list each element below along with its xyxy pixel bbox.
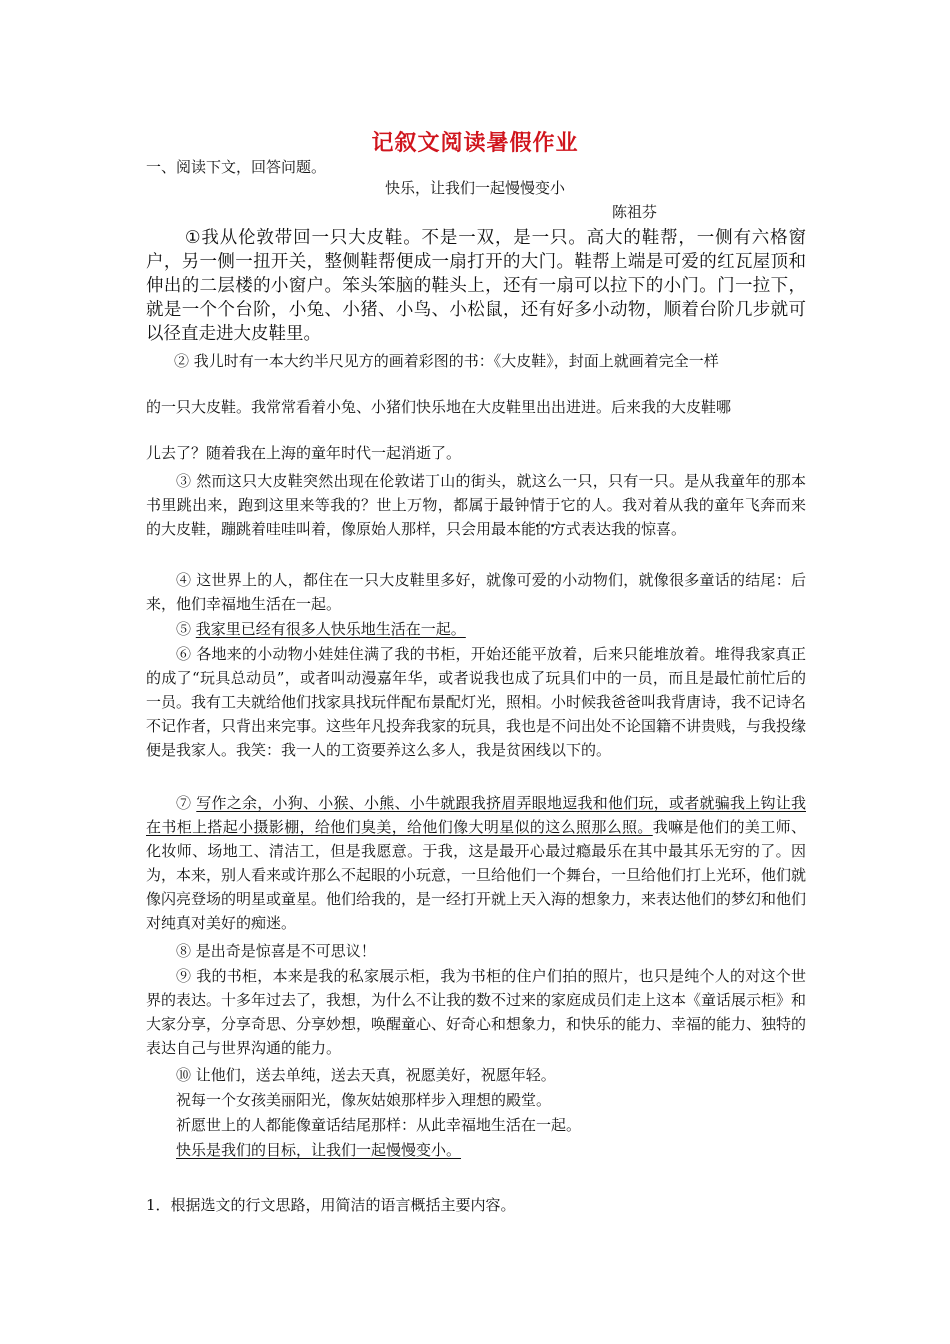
article-title: 快乐，让我们一起慢慢变小 [384,179,565,197]
paragraph-2-line-3: 儿去了？随着我在上海的童年时代一起消逝了。 [146,444,462,462]
paragraph-11: 祝每一个女孩美丽阳光，像灰姑娘那样步入理想的殿堂。 [176,1091,552,1109]
paragraph-12: 祈愿世上的人都能像童话结尾那样：从此幸福地生活在一起。 [176,1116,582,1134]
paragraph-13 [146,1138,806,1162]
section-heading: 一、阅读下文，回答问题。 [146,158,327,176]
paragraph-8: ⑧ 是出奇是惊喜是不可思议！ [176,942,376,960]
paragraph-10: ⑩ 让他们，送去单纯，送去天真，祝愿美好，祝愿年轻。 [176,1066,556,1084]
question-1: 1．根据选文的行文思路，用简洁的语言概括主要内容。 [146,1196,516,1214]
paragraph-4: ④ 这世界上的人，都住在一只大皮鞋里多好，就像可爱的小动物们，就像很多童话的结尾：后来，他们幸福地生活在一起。 [146,571,806,613]
paragraph-5 [146,617,806,641]
paragraph-1 [146,226,806,346]
paragraph-9: ⑨ 我的书柜，本来是我的私家展示柜，我为书柜的住户们拍的照片，也只是纯个人的对这个世界的表达。十多年过去了，我想，为什么不让我的数不过来的家庭成员们走上这本《童话展示柜》和大家分享，分享奇思、分享妙想，唤醒童心、好奇心和想象力，和快乐的能力、幸福的能力、独特的表达自己与世界沟通的能力。 [146,967,807,1057]
paragraph-5-number: ⑤ [176,620,196,638]
paragraph-7-rest: 我嘛是他们的美工师、化妆师、场地工、清洁工，但是我愿意。于我，这是最开心最过瘾最乐在其中最其乐无穷的了。因为，本来，别人看来或许那么不起眼的小玩意，一旦给他们一个舞台，一旦给他们打上光环，他们就像闪亮登场的明星或童星。他们给我的，是一经打开就上天入海的想象力，来表达他们的梦幻和他们对纯真对美好的痴迷。 [146,818,807,932]
paragraph-7-number: ⑦ [176,794,197,812]
paragraph-7 [146,791,806,935]
paragraph-7-underlined: 写作之余，小狗、小猴、小熊、小牛就跟我挤眉弄眼地逗我和他们玩，或者就骗我上钩让我在书柜上搭起小摄影棚，给他们臭美，给他们像大明星似的这么照那么照。 [146,794,806,836]
paragraph-2-line-2: 的一只大皮鞋。我常常看着小兔、小猪们快乐地在大皮鞋里出出进进。后来我的大皮鞋哪 [146,398,732,416]
article-author: 陈祖芬 [612,203,658,221]
paragraph-3-text-b: 于它的人。我对着从我的童年飞奔而来的大皮鞋，蹦跳着哇哇叫着，像原始人那样，只会用最本能的方式表达我的惊喜。 [146,496,806,538]
paragraph-6: ⑥ 各地来的小动物小娃娃住满了我的书柜，开始还能平放着，后来只能堆放着。堆得我家真正的成了“玩具总动员”，或者叫动漫嘉年华，或者说我也成了玩具们中的一员，而且是最忙前忙后的一员。我有工夫就给他们找家具找玩伴配布景配灯光，照相。小时候我爸爸叫我背唐诗，我不记诗名不记作者，只背出来完事。这些年凡投奔我家的玩具，我也是不问出处不论国籍不讲贵贱，与我投缘便是我家人。我笑：我一人的工资要养这么多人，我是贫困线以下的。 [146,645,807,759]
paragraph-5-underlined: 我家里已经有很多人快乐地生活在一起。 [195,620,466,638]
page-title: 记叙文阅读暑假作业 [371,131,579,156]
paragraph-3 [146,469,806,541]
paragraph-1-text: ①我从伦敦带回一只大皮鞋。不是一双，是一只。高大的鞋帮，一侧有六格窗户，另一侧一扭开关，整侧鞋帮便成一扇打开的大门。鞋帮上端是可爱的红瓦屋顶和伸出的二层楼的小窗户。笨头笨脑的鞋头上，还有一扇可以拉下的小门。门一拉下，就是一个个台阶，小兔、小猪、小鸟、小松鼠，还有好多小动物，顺着台阶几步就可以径直走进大皮鞋里。 [146,228,806,344]
emphasis-char-1: 钟 [514,496,530,514]
emphasis-char-2: 情 [529,496,546,514]
paragraph-3-text-a: ③ 然而这只大皮鞋突然出现在伦敦诺丁山的街头，就这么一只，只有一只。是从我童年的那本书里跳出来，跑到这里来等我的？世上万物，都属于最 [146,472,806,514]
paragraph-2-line-1: ② 我儿时有一本大约半尺见方的画着彩图的书：《大皮鞋》，封面上就画着完全一样 [174,352,719,370]
paragraph-13-underlined: 快乐是我们的目标，让我们一起慢慢变小。 [176,1141,462,1159]
